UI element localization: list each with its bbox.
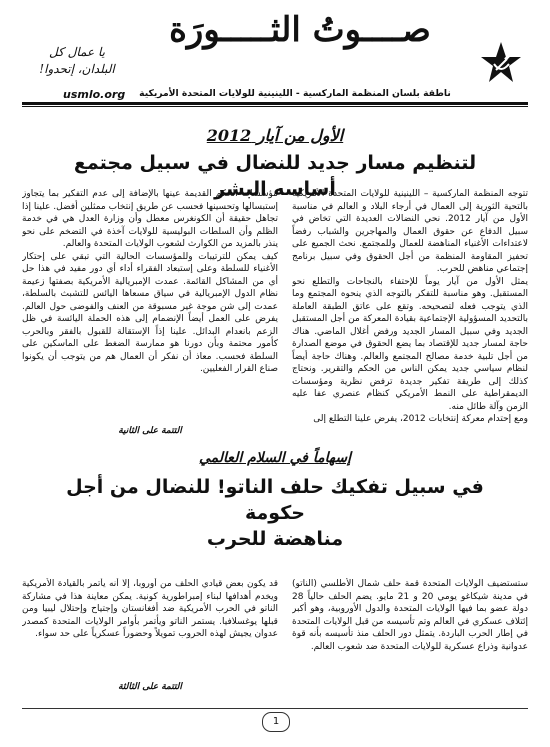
article2-headline: [40, 474, 510, 552]
continued-link[interactable]: التتمة على الثانية: [118, 426, 182, 436]
hammer-sickle-star-icon: [480, 40, 522, 86]
paragraph: ومع إحتدام معركة إنتخابات 2012، يفرض علينا التطلع إلى: [313, 414, 528, 424]
page-number: 1: [262, 712, 290, 732]
footer-rule: [22, 708, 528, 709]
slogan: يا عمال كل البلدان، إتحدوا!: [39, 45, 115, 76]
paragraph: ستستضيف الولايات المتحدة قمة حلف شمال الأطلسي (الناتو) في مدينة شيكاغو يومي 20 و 21 مايو. يضم الحلف حالياً 28 دولة عضو بما فيها الولايات المتحدة والدول الأوروبية، وهو أكبر إئتلاف عسكري في العالم وتم تأسيسه من قبل الولايات المتحدة في إطار الحرب الباردة. يتمثل دور الحلف منذ تأسيسه بأنه قوة عدوانية وذراع عسكرية للولايات المتحدة ضد شعوب العالم.: [292, 579, 528, 652]
article1-left-column: [22, 188, 278, 420]
article2-right-column: [292, 578, 528, 688]
article1-headline: لتنظيم مسار جديد للنضال في سبيل مجتمع أساسه البشر: [73, 152, 477, 200]
continued-link[interactable]: التتمة على الثالثة: [118, 682, 182, 692]
masthead-rule: [22, 102, 528, 105]
article1-kicker: الأول من آيار 2012: [206, 126, 344, 145]
masthead-title: صــــوتُ الثـــــورَة: [169, 10, 431, 50]
article2-kicker: إسهاماً في السلام العالمي: [199, 450, 351, 466]
paragraph: قد يكون بعض قيادي الحلف من أوروبا، إلا أنه يأتمر بالقيادة الأمريكية ويخدم أهدافها لبناء إمبراطورية كونية. يمكن معاينة هذا في مشاركة الناتو في الحرب الأمريكية ضد أفغانستان وإجتياح وإحتلال ليبيا ومن قبلها يوغسلافيا. يستمر الناتو ويأتمر بأوامر الولايات المتحدة كمصدر عدوان يجيش لهذه الحروب تمويلاً وحضوراً عسكرياً على حد سواء.: [22, 579, 278, 639]
tagline: ناطقة بلسان المنظمة الماركسية - اللينينية للولايات المتحدة الأمريكية: [139, 88, 451, 99]
headline-line: مناهضة للحرب: [206, 528, 344, 550]
headline-line: في سبيل تفكيك حلف الناتو! للنضال من أجل حكومة: [66, 476, 484, 524]
paragraph: مؤسسات الحكم القديمة عينها بالإضافة إلى عدم التفكير بما يتجاوز إستبسالها وتحسينها فحسب عن طريق إنتخاب ممثلين أفضل. علينا إذا تجاهل حقيقة أن الكونغرس معطل وأن وزارة العدل هي في خدمة الظلم وأن السلطات البوليسية للولايات آخذة في التضخم على نحو ينذر بالمزيد من الكوارث لشعوب الولايات المتحدة والعالم.: [22, 189, 278, 249]
paragraph: تتوجه المنظمة الماركسية – اللينينية للولايات المتحدة الأمريكية بالتحية الثورية إلى العمال في أرجاء البلاد و العالم في مناسبة الأول من آيار 2012. نحي النضالات العديدة التي تخاض في سبيل الدفاع عن حقوق العمال والمهاجرين والشباب رفضاً لاعتداءات الأغنياء المناهضة للعمال وللمجتمع. نحث الجميع على تحفيز المقاومة المنظمة من أجل الحقوق وفي سبيل برنامج إجتماعي مناهض للحرب.: [292, 189, 528, 274]
article2-left-column: [22, 578, 278, 678]
website-link[interactable]: usmlo.org: [63, 88, 126, 101]
article1-right-column: [292, 188, 528, 442]
masthead-rule-thin: [22, 106, 528, 107]
paragraph: يمثل الأول من آيار يوماً للإحتفاء بالنجاحات والتطلع نحو المستقبل. وهو مناسبة للتفكر بالتوجه الذي ينحوه المجتمع وما الذي يتوجب فعله لتصحيحه. وتقع على عاتق الطبقة العاملة بالتحديد المسؤولية الإجتماعية بقيادة المعركة من أجل المستقبل الجديد وفي سبيل المسار الجديد ورفض أغلال الماضي. هناك حاجة لمسار جديد للإقتصاد بما يضع الحقوق في موضع الصدارة من أجل تلبية خدمة مصالح المجتمع والعالم. وهناك حاجة أيضاً لنظام سياسي جديد يمكن الناس من الحكم والتقرير. ونحتاج كذلك إلى طريقة تفكير جديدة ترفض نظرية ومؤسسات الديمقراطية على النمط الأمريكي كنظام عنصري عفا عليه الزمن وآلة طائل منه.: [292, 276, 528, 412]
paragraph: كيف يمكن للترتيبات وللمؤسسات الحالية التي تبقي على إحتكار الأغنياء للسلطة وعلى إستبعاد الفقراء أداء أي دور مفيد في هذا حل أي من المشاكل القائمة. عمدت الإمبريالية الأمريكية بصفتها زعيمة نظام الدول الإمبريالية في سياق مسعاها اليائس للتشبث بالسلطة، عمدت إلى شن موجة غير مسبوقة من العنف والفوضى حول العالم. يفرض على العمل أيضاً الإنضمام إلى هذه الحملة اليائسة في ظل الزعم بانعدام البدائل. علينا إذاً الإستقالة للقبول بالفقر وبالحرب كأمور محتمة وبأن دورنا هو ممارسة الضغط على الماسكين على السلطة فحسب. معاذ أن نفكر أن العمال هم من يتوجب أن يكونوا صناع القرار الفعليين.: [22, 251, 278, 374]
